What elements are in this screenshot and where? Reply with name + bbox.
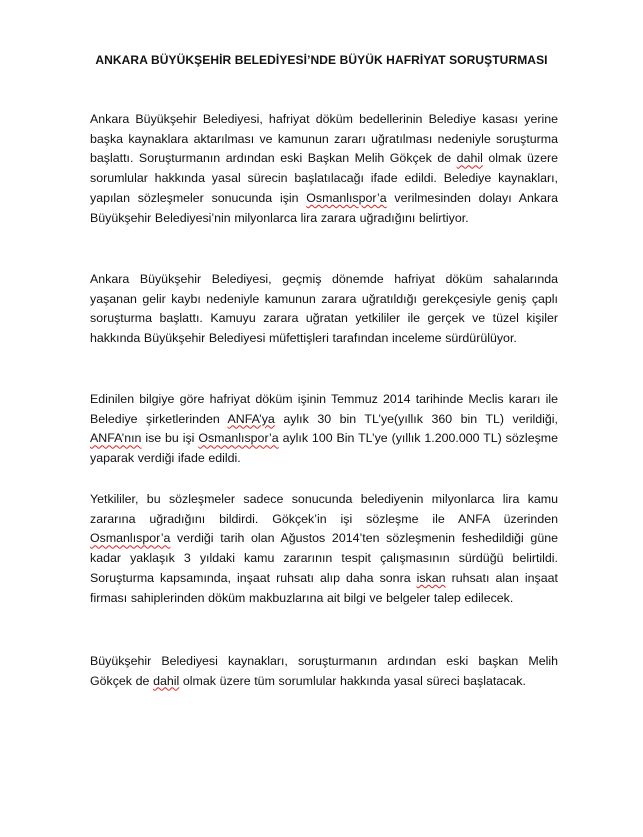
document-title: ANKARA BÜYÜKŞEHİR BELEDİYESİ’NDE BÜYÜK HAFRİYAT SORUŞTURMASI xyxy=(95,53,548,67)
spellcheck-flagged-word: ANFA’ya xyxy=(227,411,275,426)
spellcheck-flagged-word: iskan xyxy=(416,570,446,585)
paragraph-2 xyxy=(90,270,558,349)
paragraph-text: olmak üzere sorumlular hakkında yasal sürecin başlatılacağı ifade edildi. Belediye kaynakları, yapılan sözleşmeler sonucunda işin xyxy=(90,151,558,205)
paragraph-text: olmak üzere tüm sorumlular hakkında yasal süreci başlatacak. xyxy=(179,673,526,688)
spellcheck-flagged-word: dahil xyxy=(153,673,180,688)
spellcheck-flagged-word: ANFA’nın xyxy=(90,431,142,446)
paragraph-text: ise bu işi xyxy=(141,431,199,446)
paragraph-text: Yetkililer, bu sözleşmeler sadece sonucunda belediyenin milyonlarca lira kamu zararına uğradığını bildirdi. Gökçek’in işi sözleşme ile ANFA üzerinden xyxy=(90,492,558,526)
paragraph-text: verdiği tarih olan Ağustos 2014’ten sözleşmenin feshedildiği güne kadar yaklaşık 3 yıldaki kamu zararının tespit çalışmasının sürdüğü belirtildi. Soruşturma kapsamında, inşaat ruhsatı alıp daha sonra xyxy=(90,531,558,585)
paragraph-text: Ankara Büyükşehir Belediyesi, hafriyat döküm bedellerinin Belediye kasası yerine başka kaynaklara aktarılması ve kamunun zararı uğratılması nedeniyle soruşturma başlattı. Soruşturmanın ardından eski Başkan Melih Gökçek de xyxy=(90,112,558,166)
paragraph-text: Ankara Büyükşehir Belediyesi, geçmiş dönemde hafriyat döküm sahalarında yaşanan gelir kaybı nedeniyle kamunun zarara uğratıldığı gerekçesiyle geniş çaplı soruşturma başlattı. Kamuyu zarara uğratan yetkililer ile gerçek ve tüzel kişiler hakkında Büyükşehir Belediyesi müfettişleri tarafından inceleme sürdürülüyor. xyxy=(90,272,558,346)
paragraph-text: aylık 30 bin TL’ye(yıllık 360 bin TL) verildiği, xyxy=(274,411,558,426)
paragraph-text: aylık 100 Bin TL’ye (yıllık 1.200.000 TL) sözleşme yaparak verdiği ifade edildi. xyxy=(90,431,558,466)
paragraph-text: Büyükşehir Belediyesi kaynakları, soruşturmanın ardından eski başkan Melih Gökçek de xyxy=(90,654,558,688)
spellcheck-flagged-word: dahil xyxy=(456,151,483,166)
paragraph-text: verilmesinden dolayı Ankara Büyükşehir Belediyesi’nin milyonlarca lira zarara uğradığını belirtiyor. xyxy=(90,190,558,225)
spellcheck-flagged-word: Osmanlıspor’a xyxy=(306,190,387,205)
paragraph-5 xyxy=(90,652,558,691)
spellcheck-flagged-word: Osmanlıspor’a xyxy=(198,431,279,446)
paragraph-4 xyxy=(90,490,558,608)
paragraph-text: Edinilen bilgiye göre hafriyat döküm işinin Temmuz 2014 tarihinde Meclis kararı ile Belediye şirketlerinden xyxy=(90,392,558,426)
paragraph-3 xyxy=(90,390,558,469)
paragraph-1 xyxy=(90,110,558,228)
spellcheck-flagged-word: Osmanlıspor’a xyxy=(90,531,171,546)
paragraph-text: ruhsatı alan inşaat firması sahiplerinden döküm makbuzlarına ait bilgi ve belgeler talep edilecek. xyxy=(90,570,558,605)
